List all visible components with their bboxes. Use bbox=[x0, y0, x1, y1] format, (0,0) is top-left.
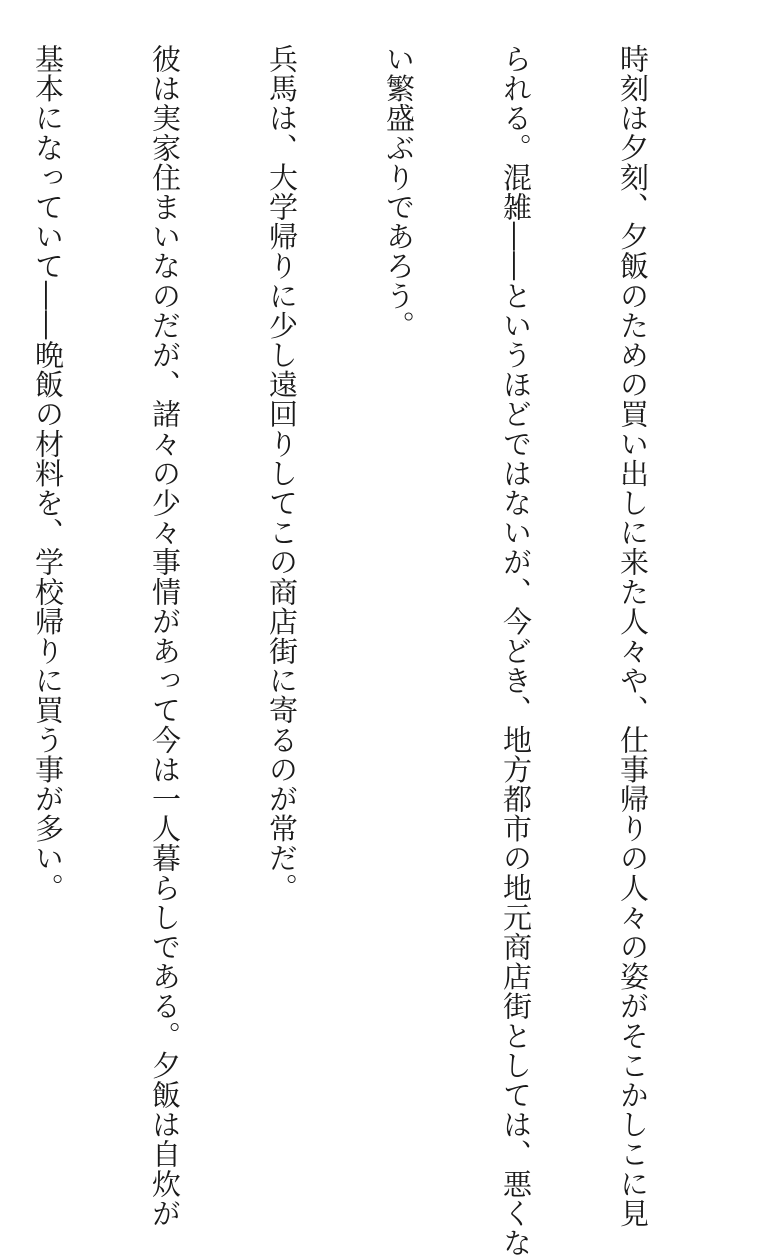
text-line-6: 基本になっていて――晩飯の材料を、学校帰りに買う事が多い。 bbox=[31, 44, 65, 903]
text-line-3: い繁盛ぶりであろう。 bbox=[382, 44, 416, 340]
vertical-text-body bbox=[0, 44, 730, 1258]
text-line-4: 兵馬は、大学帰りに少し遠回りしてこの商店街に寄るのが常だ。 bbox=[265, 44, 299, 903]
text-line-1: 時刻は夕刻、夕飯のための買い出しに来た人々や、仕事帰りの人々の姿がそこかしこに見 bbox=[616, 44, 650, 1228]
text-line-2: られる。混雑――というほどではないが、今どき、地方都市の地元商店街としては、悪くな bbox=[499, 44, 533, 1258]
text-line-5: 彼は実家住まいなのだが、諸々の少々事情があって今は一人暮らしである。夕飯は自炊が bbox=[148, 44, 182, 1228]
